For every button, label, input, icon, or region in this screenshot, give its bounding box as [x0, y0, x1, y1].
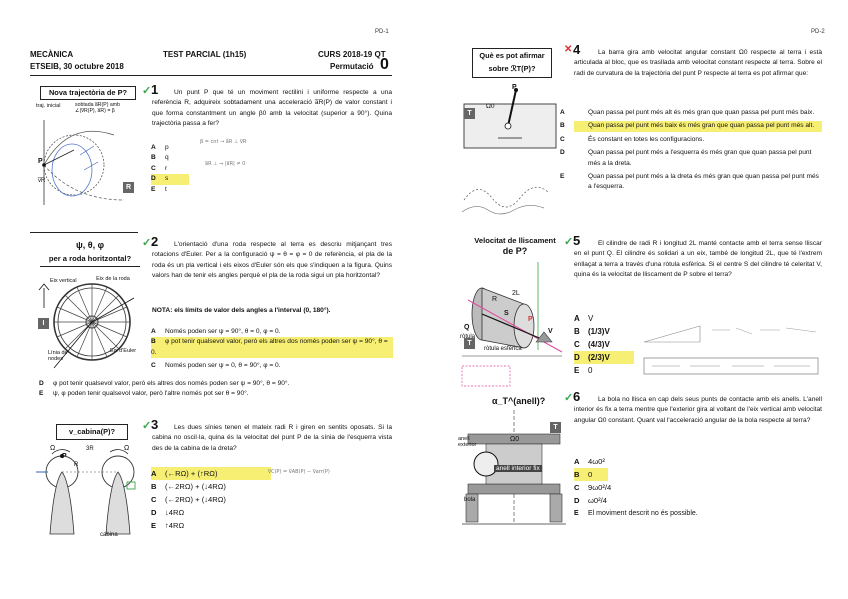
q5-fig-label-q: Q — [464, 324, 470, 331]
q2-figure-title: per a roda horitzontal? — [48, 254, 132, 263]
q3-figure-title: v_cabina(P)? — [56, 424, 128, 440]
q1-option-a[interactable]: A p — [151, 144, 169, 151]
q2-options — [151, 327, 393, 372]
q3-fig-label-cabin: cabina — [100, 532, 118, 538]
q4-fig-label-t: T — [464, 108, 475, 119]
q5-option-e[interactable]: E 0 — [574, 366, 593, 375]
q2-fig-label-euler: Eix d'Euler — [110, 348, 137, 354]
q3-option-a-selected[interactable]: A (←RΩ) + (↑RΩ) — [151, 467, 271, 480]
q3-ferris-figure — [30, 442, 142, 542]
q5-fig-label-rotula-esferica: ròtula esfèrica — [484, 346, 522, 352]
q6-check-icon: ✓ — [564, 392, 574, 404]
permutation-number: 0 — [380, 56, 389, 73]
q5-check-icon: ✓ — [564, 236, 574, 248]
q6-option-d[interactable]: D ω0²/4 — [574, 496, 608, 505]
q1-option-c[interactable]: C r — [151, 164, 168, 172]
q4-option-c[interactable]: C És constant en totes les configuracions. — [560, 135, 705, 143]
q5-handwritten-work — [640, 322, 822, 378]
q3-handwritten-note: v̅C(P) = v̅AB(P) − v̅arr(P) — [268, 469, 330, 475]
q5-cylinder-figure — [458, 260, 566, 388]
q1-options — [151, 143, 211, 195]
q2-fig-label-nodes: Línia de nodes — [48, 350, 68, 362]
q6-fig-label-ball: bola — [464, 497, 476, 503]
q4-fig-label-p: P — [512, 84, 517, 91]
q5-figure-title-line1: Velocitat de lliscament — [474, 236, 556, 245]
q1-fig-label-r: R — [123, 182, 134, 193]
q3-question-text: Les dues sínies tenen el mateix radi R i giren en sentits oposats. Si la cabina no oscil·la, quina és la velocitat del punt P de la sínia de l'esquerra vista des de la cabina de la dreta? — [152, 424, 392, 452]
q6-number: 6 — [573, 389, 581, 404]
q5-option-b[interactable]: B (1/3)V — [574, 327, 610, 336]
q4-number: 4 — [573, 42, 581, 57]
q1-handwritten-note: β = cnt → a̅R ⊥ v̅R — [200, 139, 247, 145]
q1-check-icon: ✓ — [142, 85, 152, 97]
q1-number: 1 — [151, 82, 159, 97]
q6-fig-label-omega: Ω0 — [510, 436, 520, 443]
q4-question-text: La barra gira amb velocitat angular constant Ω0 respecte al terra i està articulada al bloc, que es trasllada amb velocitat constant respecte al terra. Sobre el radi de curvatura de la trajectòria del punt P respecte al terra es pot afirmar que: — [574, 49, 822, 77]
q3-number: 3 — [151, 417, 159, 432]
q4-figure — [458, 80, 562, 220]
q6-option-c[interactable]: C 9ω0²/4 — [574, 483, 612, 492]
q5-fig-label-t: T — [464, 338, 475, 349]
q2-number: 2 — [151, 234, 159, 249]
q2-option-e[interactable]: E ψ, φ poden tenir qualsevol valor, però l'altre només pot ser θ = 90°. — [39, 390, 249, 398]
q2-question-text: L'orientació d'una roda respecte al terra es descriu mitjançant tres rotacions d'Euler. Per a la configuració ψ = θ = φ = 0 de referència, el pla de la roda és un pla vertical i els eixos d'Euler són els que s'indiquen a la figura. Quins valors han de tenir els angles perquè el pla de la roda sigui un pla horitzontal? — [152, 241, 392, 280]
q1-fig-label-initial: traj. inicial — [36, 103, 61, 109]
q5-option-c[interactable]: C (4/3)V — [574, 340, 610, 349]
school-date: ETSEIB, 30 octubre 2018 — [30, 62, 124, 71]
q4-option-b-selected[interactable]: B Quan passa pel punt més baix és més gran que quan passa pel punt més alt. — [574, 121, 822, 131]
q2-fig-label-vertical: Eix vertical — [50, 278, 77, 284]
q5-figure-title-line2: de P? — [502, 246, 528, 256]
q6-options — [574, 455, 822, 520]
q6-fig-label-inner-ring: anell interior fix — [496, 465, 540, 472]
q2-option-c[interactable]: C Només poden ser ψ = 0, θ = 90°, φ = 0. — [151, 362, 281, 370]
q2-figure-title-angles: ψ, θ, φ — [75, 240, 105, 250]
q6-fig-label-t: T — [550, 422, 561, 433]
q1-figure-title: Nova trajectòria de P? — [40, 86, 136, 100]
q6-fig-label-outer-ring: anell exterior — [458, 436, 477, 448]
exam-page-right — [424, 0, 848, 599]
q3-fig-label-3r: 3R — [86, 446, 94, 452]
q5-fig-label-rotula: ròtula — [460, 334, 476, 340]
q5-figure-title — [460, 236, 570, 256]
q4-fig-label-omega: Ω0 — [486, 103, 495, 110]
q2-options-wide — [39, 379, 393, 400]
q2-fig-label-i: I — [38, 318, 49, 329]
q4-figure-title-line1: Què es pot afirmar — [479, 51, 545, 60]
page-number: PD-1 — [375, 29, 389, 35]
q2-option-a[interactable]: A Només poden ser ψ = 90°, θ = 0, φ = 0. — [151, 328, 281, 335]
course-label: CURS 2018-19 QT — [318, 50, 386, 59]
q3-fig-label-p: P — [62, 453, 67, 460]
q3-fig-label-omega-right: Ω — [124, 445, 130, 452]
q6-option-b-selected[interactable]: B 0 — [574, 468, 608, 481]
q3-option-b[interactable]: B (←2RΩ) + (↓4RΩ) — [151, 482, 226, 491]
q2-check-icon: ✓ — [142, 237, 152, 249]
q5-fig-label-r: R — [492, 296, 498, 303]
q5-option-d-selected[interactable]: D (2/3)V — [574, 351, 634, 364]
q1-figure — [34, 100, 134, 212]
q5-fig-label-2l: 2L — [512, 290, 520, 297]
q5-number: 5 — [573, 233, 581, 248]
q5-fig-label-v: V — [548, 328, 553, 335]
q3-options — [151, 467, 271, 532]
q4-options — [560, 108, 822, 193]
q6-option-e[interactable]: E El moviment descrit no és possible. — [574, 510, 698, 517]
q2-note: NOTA: els límits de valor dels angles a l'interval (0, 180°). — [152, 307, 331, 314]
q6-figure-title: α_T^(anell)? — [492, 396, 546, 406]
q1-option-e[interactable]: E t — [151, 185, 167, 193]
q4-cross-icon: ✕ — [564, 44, 573, 55]
q2-option-b-selected[interactable]: B φ pot tenir qualsevol valor, però els altres dos només poden ser ψ = 90°, θ = 0. — [151, 337, 393, 358]
q5-question-text: El cilindre de radi R i longitud 2L manté contacte amb el terra sense lliscar en el punt Q. El cilindre és solidari a un eix, també de longitud 2L, que té l'extrem enllaçat a terra a través d'una ròtula esfèrica. Si el centre S del cilindre té celeritat V, quina és la velocitat de lliscament de P sobre el terra? — [574, 240, 822, 279]
q3-fig-label-omega-left: Ω — [50, 445, 56, 452]
q2-wheel-figure — [34, 268, 138, 380]
q1-question-text: Un punt P que té un moviment rectilini i uniforme respecte a una referència R, adquireix sobtadament una acceleració a̅R(P) de valor constant i que forma constantment un angle β0 amb la velocitat (superior a 90°). Quina trajectòria passa a fer? — [152, 89, 392, 128]
q1-option-b[interactable]: B q — [151, 154, 169, 162]
q1-option-d-selected[interactable]: D s — [151, 174, 189, 184]
q2-top-rule — [30, 232, 138, 233]
q3-check-icon: ✓ — [142, 420, 152, 432]
q2-option-d[interactable]: D φ pot tenir qualsevol valor, però els altres dos només poden ser ψ = 90°, θ = 90°. — [39, 380, 290, 387]
page-number: PD-2 — [811, 29, 825, 35]
q5-fig-label-s: S — [504, 310, 509, 317]
permutation-label: Permutació — [330, 62, 374, 71]
q3-option-d[interactable]: D ↓4RΩ — [151, 508, 185, 517]
test-title: TEST PARCIAL (1h15) — [163, 50, 247, 59]
q3-option-c[interactable]: C (←2RΩ) + (↓4RΩ) — [151, 495, 226, 504]
q3-option-e[interactable]: E ↑4RΩ — [151, 521, 185, 530]
q4-figure-title — [472, 48, 552, 78]
q6-question-text: La bola no llisca en cap dels seus punts de contacte amb els anells. L'anell interior és fix a terra mentre que l'exterior gira al voltant de l'eix vertical amb velocitat angular Ω0 constant. Quant val l'acceleració angular de la bola respecte al terra? — [574, 396, 822, 424]
q2-fig-label-wheel-axis: Eix de la roda — [96, 276, 130, 282]
q6-option-a[interactable]: A 4ω0² — [574, 457, 605, 466]
q4-option-a[interactable]: A Quan passa pel punt més alt és més gran que quan passa pel punt més baix. — [560, 109, 815, 116]
q3-fig-label-r: R — [74, 462, 79, 468]
q4-option-e[interactable]: E Quan passa pel punt més a la dreta és més gran que quan passa pel punt més a l'esquerra. — [560, 173, 819, 191]
q4-figure-title-line2: sobre ℛT(P)? — [488, 64, 536, 73]
header-rule — [30, 75, 392, 76]
q5-fig-label-p: P — [528, 316, 533, 323]
q2-title-rule — [40, 266, 140, 267]
q5-option-a[interactable]: A V — [574, 314, 594, 323]
q1-handwritten-note-2: a̅R ⊥ ⇒ |a̅R| ≠ 0 — [205, 161, 246, 167]
subject-title: MECÀNICA — [30, 50, 74, 59]
q1-fig-label-v: v̅R — [38, 178, 46, 184]
q4-option-d[interactable]: D Quan passa pel punt més a l'esquerra és més gran que quan passa pel punt més a la dreta. — [560, 149, 812, 167]
q1-fig-label-p: P — [38, 158, 43, 165]
q1-fig-label-accel: sobtada a̅R(P) amb ∠(v̅R(P), a̅R) = β — [75, 102, 120, 114]
